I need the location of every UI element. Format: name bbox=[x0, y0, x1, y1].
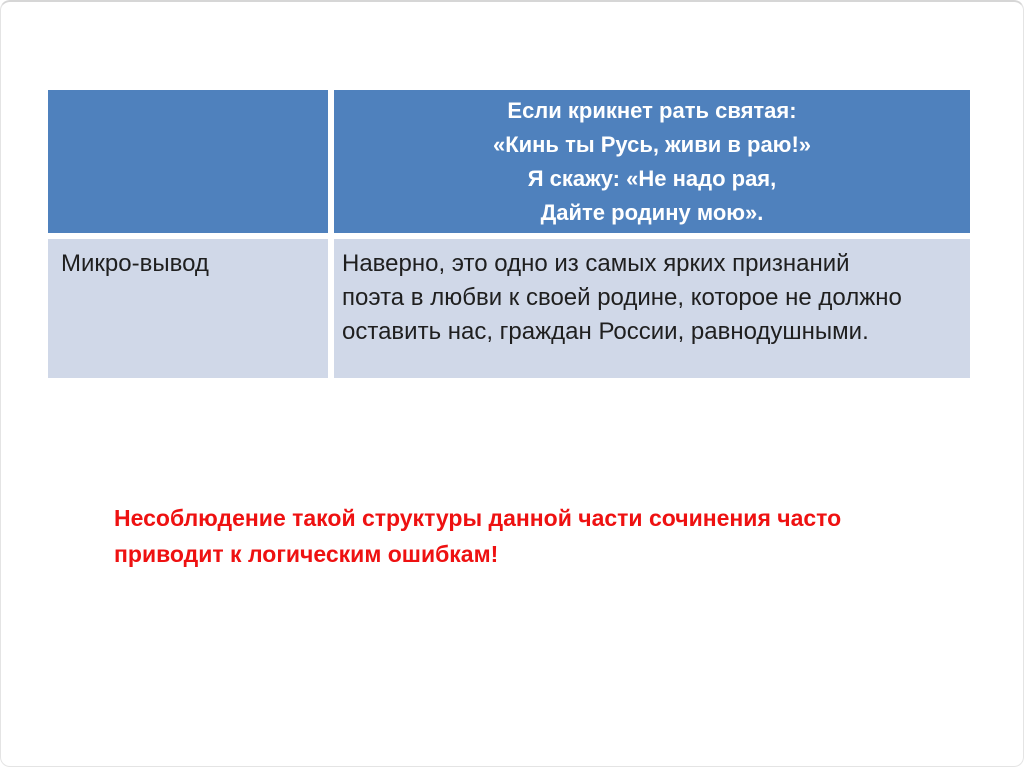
poem-line: «Кинь ты Русь, живи в раю!» bbox=[492, 131, 812, 157]
analysis-text-line: оставить нас, граждан России, равнодушными. bbox=[342, 318, 869, 345]
table-row-label-cell bbox=[48, 239, 328, 378]
poem-line: Я скажу: «Не надо рая, bbox=[527, 165, 777, 191]
warning-text-line: приводит к логическим ошибкам! bbox=[114, 541, 499, 567]
analysis-text-line: поэта в любви к своей родине, которое не должно bbox=[342, 284, 902, 311]
poem-line: Если крикнет рать святая: bbox=[507, 97, 797, 123]
poem-line: Дайте родину мою». bbox=[540, 199, 764, 225]
micro-conclusion-label: Микро-вывод bbox=[61, 250, 209, 277]
table-header-poem-cell bbox=[334, 90, 970, 233]
warning-text bbox=[114, 500, 944, 572]
table-header-empty-cell bbox=[48, 90, 328, 233]
analysis-table bbox=[48, 90, 970, 378]
table-row-text-cell bbox=[334, 239, 970, 378]
analysis-text-line: Наверно, это одно из самых ярких признаний bbox=[342, 250, 850, 277]
warning-text-line: Несоблюдение такой структуры данной части сочинения часто bbox=[114, 505, 842, 531]
